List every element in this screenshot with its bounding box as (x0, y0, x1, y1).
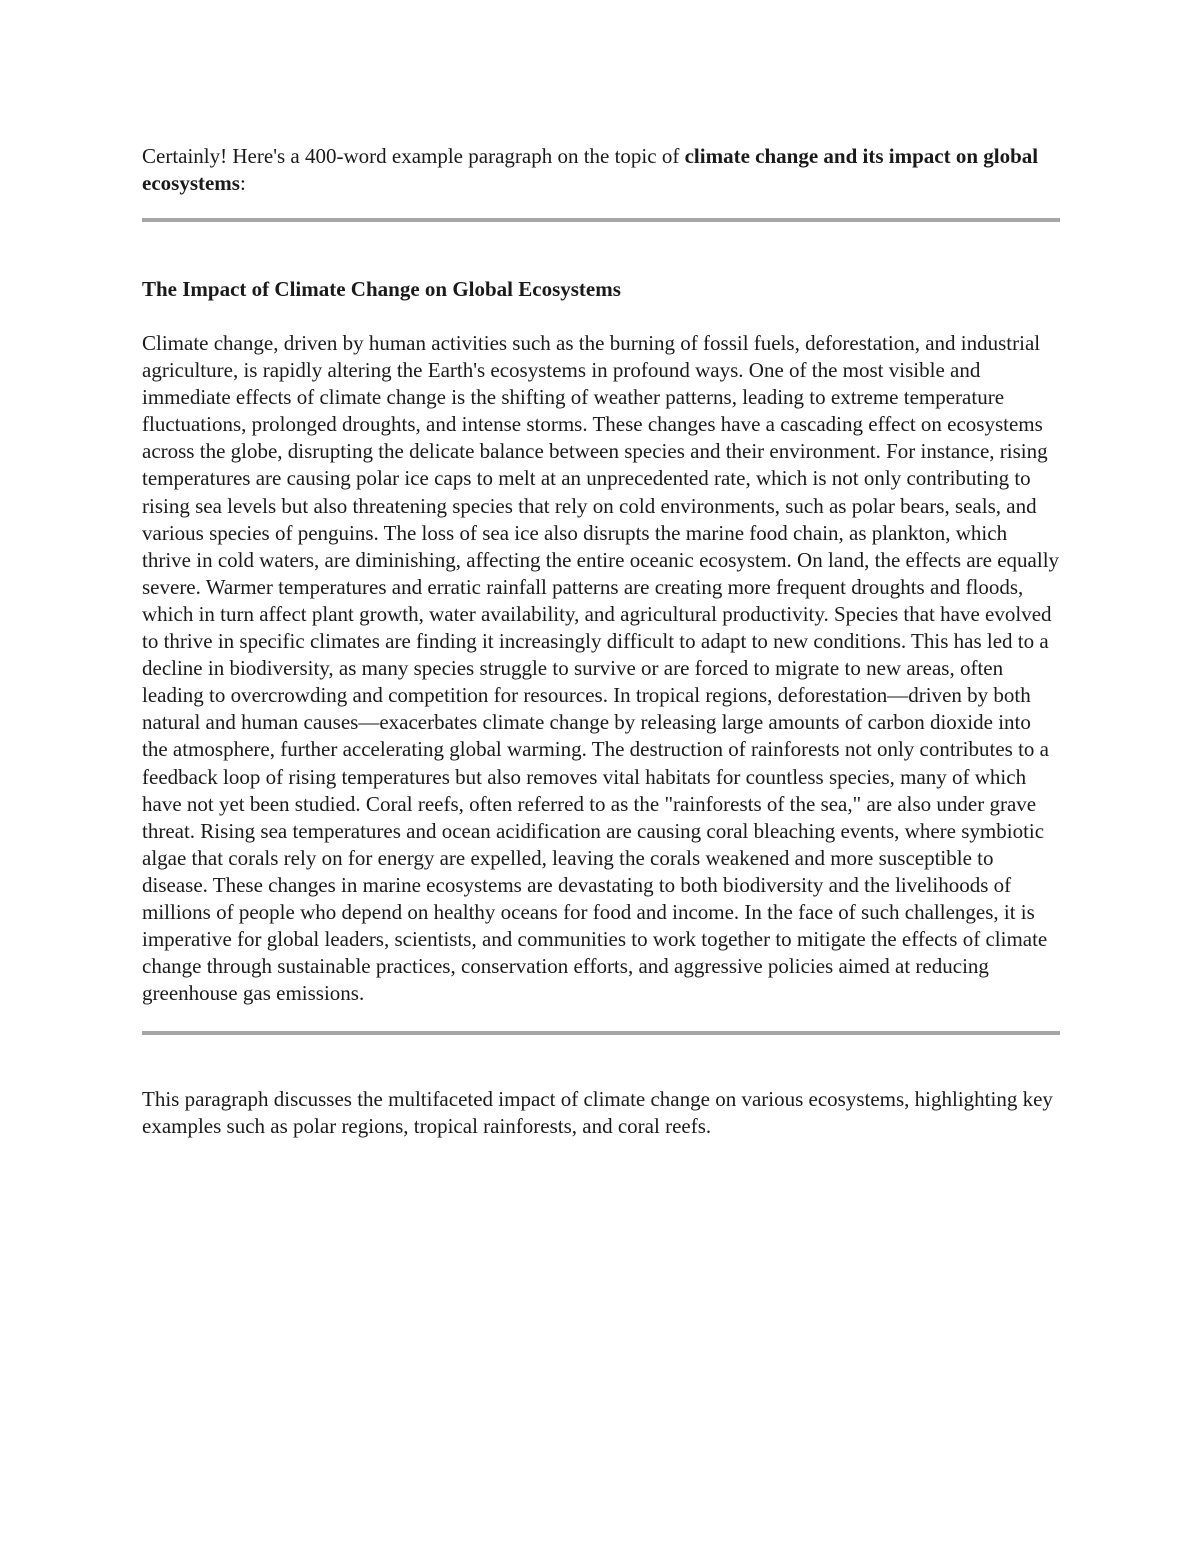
intro-topic: climate change and its impact on global ecosystems (142, 144, 1039, 195)
summary-paragraph: This paragraph discusses the multifaceted impact of climate change on various ecosystems, highlighting key examples such as polar regions, tropical rainforests, and coral reefs. (142, 1087, 1053, 1139)
document-page (142, 143, 1060, 1140)
article-body: Climate change, driven by human activities such as the burning of fossil fuels, deforestation, and industrial agriculture, is rapidly altering the Earth's ecosystems in profound ways. One of the most visible and immediate effects of climate change is the shifting of weather patterns, leading to extreme temperature fluctuations, prolonged droughts, and intense storms. These changes have a cascading effect on ecosystems across the globe, disrupting the delicate balance between species and their environment. For instance, rising temperatures are causing polar ice caps to melt at an unprecedented rate, which is not only contributing to rising sea levels but also threatening species that rely on cold environments, such as polar bears, seals, and various species of penguins. The loss of sea ice also disrupts the marine food chain, as plankton, which thrive in cold waters, are diminishing, affecting the entire oceanic ecosystem. On land, the effects are equally severe. Warmer temperatures and erratic rainfall patterns are creating more frequent droughts and floods, which in turn affect plant growth, water availability, and agricultural productivity. Species that have evolved to thrive in specific climates are finding it increasingly difficult to adapt to new conditions. This has led to a decline in biodiversity, as many species struggle to survive or are forced to migrate to new areas, often leading to overcrowding and competition for resources. In tropical regions, deforestation—driven by both natural and human causes—exacerbates climate change by releasing large amounts of carbon dioxide into the atmosphere, further accelerating global warming. The destruction of rainforests not only contributes to a feedback loop of rising temperatures but also removes vital habitats for countless species, many of which have not yet been studied. Coral reefs, often referred to as the "rainforests of the sea," are also under grave threat. Rising sea temperatures and ocean acidification are causing coral bleaching events, where symbiotic algae that corals rely on for energy are expelled, leaving the corals weakened and more susceptible to disease. These changes in marine ecosystems are devastating to both biodiversity and the livelihoods of millions of people who depend on healthy oceans for food and income. In the face of such challenges, it is imperative for global leaders, scientists, and communities to work together to mitigate the effects of climate change through sustainable practices, conservation efforts, and aggressive policies aimed at reducing greenhouse gas emissions. (142, 331, 1060, 1006)
horizontal-rule-bottom (142, 1031, 1060, 1035)
horizontal-rule-top (142, 218, 1060, 222)
intro-suffix: : (239, 171, 246, 195)
intro-paragraph (142, 143, 1060, 197)
article-title: The Impact of Climate Change on Global Ecosystems (142, 277, 621, 301)
intro-prefix: Certainly! Here's a 400-word example paragraph on the topic of (142, 144, 685, 168)
